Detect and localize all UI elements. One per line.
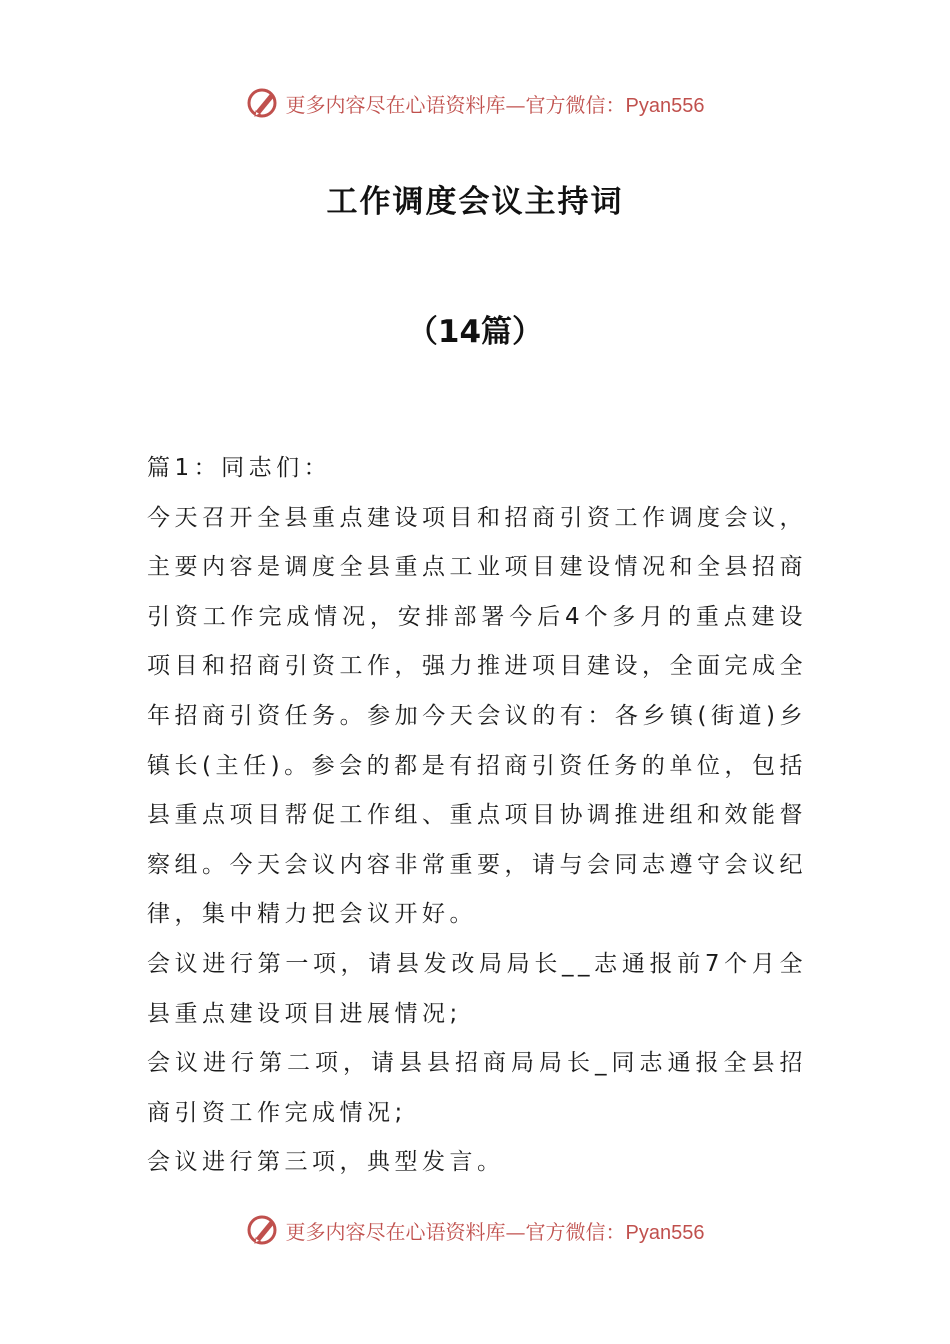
paragraph-intro: 今天召开全县重点建设项目和招商引资工作调度会议，主要内容是调度全县重点工业项目建设情况和全县招商引资工作完成情况，安排部署今后4个多月的重点建设项目和招商引资工作，强力推进项目建设，全面完成全年招商引资任务。参加今天会议的有：各乡镇(街道)乡镇长(主任)。参会的都是有招商引资任务的单位，包括县重点项目帮促工作组、重点项目协调推进组和效能督察组。今天会议内容非常重要，请与会同志遵守会议纪律，集中精力把会议开好。 — [147, 504, 807, 928]
pen-logo-icon — [246, 86, 280, 120]
paragraph-salutation: 篇1：同志们： — [147, 455, 332, 481]
watermark-text: 更多内容尽在心语资料库—官方微信：Pyan556 — [285, 92, 705, 117]
watermark-footer — [0, 1210, 950, 1250]
pen-logo-icon — [246, 1213, 280, 1247]
document-body — [147, 444, 807, 1188]
watermark-header — [0, 83, 950, 123]
wechat-id: Pyan556 — [625, 1221, 705, 1244]
paragraph-item-3: 会议进行第三项，典型发言。 — [147, 1149, 505, 1176]
document-subtitle: （14篇） — [406, 314, 544, 350]
paragraph-item-1: 会议进行第一项，请县发改局局长__志通报前7个月全县重点建设项目进展情况; — [147, 950, 807, 1027]
watermark-text: 更多内容尽在心语资料库—官方微信：Pyan556 — [285, 1219, 705, 1244]
wechat-id: Pyan556 — [625, 94, 705, 117]
document-title: 工作调度会议主持词 — [326, 184, 624, 220]
paragraph-item-2: 会议进行第二项，请县县招商局局长_同志通报全县招商引资工作完成情况; — [147, 1050, 807, 1126]
